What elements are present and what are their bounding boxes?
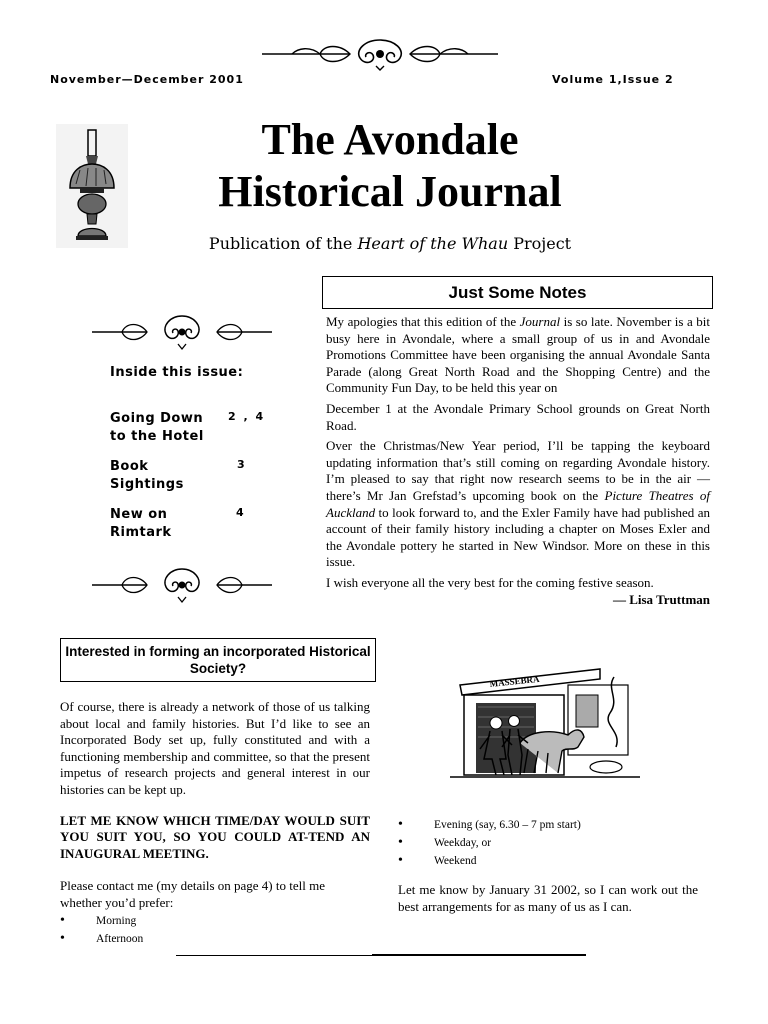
journal-title-line1: The Avondale [261,115,519,164]
toc-item-label: Book Sightings [110,459,184,492]
society-article [60,699,370,948]
sidebar-ornament-bottom [92,565,272,605]
oil-lamp-illustration [56,124,128,248]
issue-date: November—December 2001 [50,73,244,86]
options-list-left [60,912,370,948]
toc-item-page: 4 [236,506,246,519]
notes-paragraph: My apologies that this edition of the Journal is so late. November is a bit busy here in Avondale, where a small group of us in and Avondale Promotions Committee have been organising the annual Avondale Santa Parade (along Great North Road and the Shopping Centre) and the Community Fun Day, to be held this year on [326,314,710,396]
society-paragraph: Of course, there is already a network of those of us talking about local and family histories. But I’d like to see an Incorporated Body set up, fully constituted and with a functioning membership and committee, so that the present impetus of research projects and general interest in our histories can be kept up. [60,699,370,797]
signature: — Lisa Truttman [612,591,710,607]
list-item: • Morning [60,912,370,930]
toc-item-page: 2 , 4 [228,410,266,423]
notes-paragraph: I wish everyone all the very best for the coming festive season. [326,574,654,590]
toc-item-books[interactable] [110,458,270,494]
society-options-right [398,816,710,870]
journal-subtitle: Publication of the Heart of the Whau Project [208,234,572,253]
notes-paragraph: December 1 at the Avondale Primary School grounds on Great North Road. [326,400,710,433]
notes-article [326,314,710,608]
society-callout: LET ME KNOW WHICH TIME/DAY WOULD SUIT YOU SUIT YOU, SO YOU COULD AT-TEND AN INAUGURAL MEETING. [60,812,370,861]
toc-item-hotel[interactable] [110,410,270,446]
notes-heading: Just Some Notes [322,276,713,309]
illustration-sign: MASSEBRA [489,673,540,689]
blacksmith-illustration [450,655,640,785]
society-closing: Let me know by January 31 2002, so I can work out the best arrangements for as many of us as I can. [398,882,698,914]
toc-item-label: New on Rimtark [110,507,172,540]
sidebar-ornament-top [92,312,272,352]
society-heading: Interested in forming an incorporated Historical Society? [60,638,376,682]
top-ornament [260,36,500,72]
bottom-rule-accent [372,954,586,956]
volume-issue: Volume 1,Issue 2 [552,73,674,86]
list-item: • Weekend [398,852,710,870]
list-item: • Weekday, or [398,834,710,852]
toc-item-rimtark[interactable] [110,506,270,542]
list-item: • Afternoon [60,930,370,948]
toc-item-label: Going Down to the Hotel [110,411,204,444]
society-paragraph: Please contact me (my details on page 4) to tell me whether you’d prefer: [60,878,325,910]
journal-title-line2: Historical Journal [218,167,562,216]
notes-paragraph: Over the Christmas/New Year period, I’ll be tapping the keyboard updating information that’s still coming on regarding Avondale history. I’m pleased to say that right now research seems to be in the air — there’s Mr Jan Grefstad’s upcoming book on the Picture Theatres of Auckland to look forward to, and the Exler Family have had published an account of their family history including a chapter on Moses Exler and the Avondale pottery he started in New Windsor. More on these in this issue. [326,438,710,570]
list-item: • Evening (say, 6.30 – 7 pm start) [398,816,710,834]
options-list-right [398,816,710,870]
inside-issue-heading: Inside this issue: [110,365,244,380]
toc-item-page: 3 [237,458,247,471]
